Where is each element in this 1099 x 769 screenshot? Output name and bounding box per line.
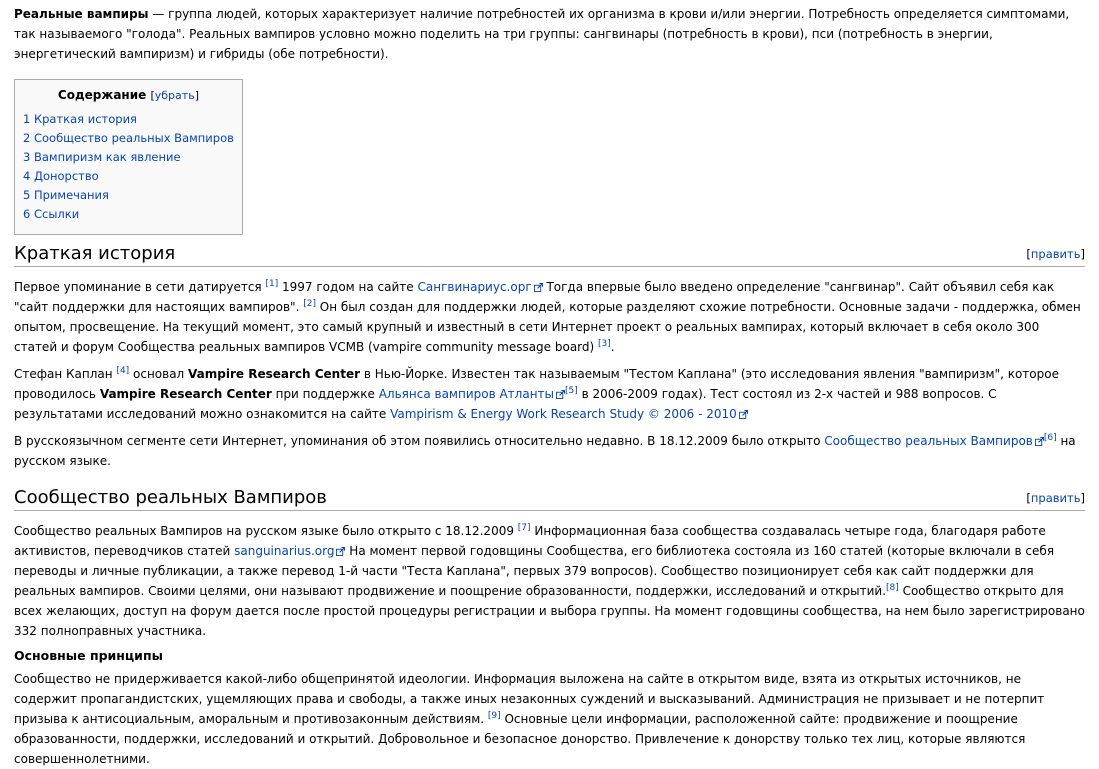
external-link-research-study[interactable] bbox=[390, 407, 748, 421]
bold-text: Vampire Research Center bbox=[188, 367, 361, 381]
edit-link-wrapper bbox=[1026, 247, 1085, 261]
text: Первое упоминание в сети датируется bbox=[14, 280, 266, 294]
paragraph-community-1 bbox=[14, 521, 1085, 641]
text: Стефан Каплан bbox=[14, 367, 117, 381]
toc-title-row bbox=[23, 88, 234, 102]
external-link-icon bbox=[739, 410, 748, 419]
toc-item-links[interactable]: 6 Ссылки bbox=[23, 207, 80, 221]
link-text: Vampirism & Energy Work Research Study © 2006 - 2010 bbox=[390, 407, 737, 421]
text: Сообщество реальных Вампиров на русском языке было открыто с 18.12.2009 bbox=[14, 524, 518, 538]
table-of-contents bbox=[14, 79, 243, 235]
text: при поддержке bbox=[271, 387, 379, 401]
toc-hide-wrapper bbox=[150, 89, 199, 102]
reference-link[interactable]: [8] bbox=[886, 583, 899, 593]
reference-link[interactable]: [5] bbox=[565, 386, 578, 396]
text: на русском языке. bbox=[14, 434, 1076, 468]
reference-link[interactable]: [4] bbox=[116, 366, 130, 376]
toc-item-brief-history[interactable]: 1 Краткая история bbox=[23, 112, 137, 126]
section-title: Краткая история bbox=[14, 243, 176, 264]
toc-item-donorship[interactable]: 4 Донорство bbox=[23, 169, 99, 183]
link-text: sanguinarius.org bbox=[234, 544, 335, 558]
link-text: Альянса вампиров Атланты bbox=[378, 387, 555, 401]
subheading-principles: Основные принципы bbox=[14, 648, 163, 663]
text: Основные цели информации, расположенной сайте: продвижение и поощрение образованности, поддержки, исследований и открытий. Добровольное и безопасное донорство. Привлечение к донорству только тех лиц, которые являются совершеннолетними. bbox=[14, 712, 1026, 766]
external-link-icon bbox=[534, 283, 543, 292]
text: Информационная база сообщества создавалась четыре года, благодаря работе активистов, переводчиков статей bbox=[14, 524, 1046, 558]
reference-link[interactable]: [6] bbox=[1043, 433, 1057, 443]
edit-link[interactable]: править bbox=[1030, 247, 1081, 261]
toc-hide-open: [ bbox=[150, 89, 155, 102]
intro-paragraph bbox=[14, 4, 1085, 64]
reference-link[interactable]: [7] bbox=[517, 523, 531, 533]
section-heading-brief-history bbox=[14, 243, 1085, 267]
external-link-icon bbox=[556, 390, 565, 399]
external-link-community[interactable] bbox=[824, 434, 1044, 448]
link-text: Сообщество реальных Вампиров bbox=[824, 434, 1033, 448]
reference-link[interactable]: [3] bbox=[598, 339, 611, 349]
paragraph-history-3 bbox=[14, 431, 1085, 471]
toc-item-notes[interactable]: 5 Примечания bbox=[23, 188, 109, 202]
toc-item-vampirism-phenomenon[interactable]: 3 Вампиризм как явление bbox=[23, 150, 181, 164]
edit-link[interactable]: править bbox=[1030, 491, 1081, 505]
bold-text: Vampire Research Center bbox=[99, 387, 272, 401]
intro-text: — группа людей, которых характеризует наличие потребностей их организма в крови и/или энергии. Потребность определяется симптомами, так называемого "голода". Реальных вампиров условно можно поделить на три группы: сангвинары (потребность в крови), пси (потребность в энергии, энергетический вампиризм) и гибриды (обе потребности). bbox=[14, 7, 1070, 61]
text: основал bbox=[129, 367, 189, 381]
text: На момент первой годовщины Сообщества, его библиотека состояла из 160 статей (которые включали в себя переводы и личные публикации, а также перевод 1-й части "Теста Каплана", первых 379 вопросов). Сообщество позиционирует себя как сайт поддержки для реальных вампиров. Своими целями, они называют продвижение и поощрение образованности, поддержки, исследований и открытий. bbox=[14, 544, 1055, 598]
intro-term: Реальные вампиры bbox=[14, 7, 149, 21]
text: Он был создан для поддержки людей, которые разделяют схожие потребности. Основные задачи - поддержка, обмен опытом, просвещение. На текущий момент, это самый крупный и известный в сети Интернет проект о реальных вампирах, который включает в себя около 300 статей и форум Сообщества реальных вампиров VCMB (vampire community message board) bbox=[14, 300, 1081, 354]
text: . bbox=[610, 340, 615, 354]
paragraph-history-2 bbox=[14, 364, 1085, 424]
text: Сообщество открыто для всех желающих, доступ на форум дается после простой процедуры регистрации и выбора группы. На момент годовщины сообщества, на нем было зарегистрировано 332 полноправных участника. bbox=[14, 584, 1085, 638]
toc-hide-link[interactable]: убрать bbox=[154, 89, 195, 102]
section-title: Сообщество реальных Вампиров bbox=[14, 487, 327, 508]
toc-hide-close: ] bbox=[194, 89, 199, 102]
text: В русскоязычном сегменте сети Интернет, упоминания об этом появились относительно недавно. В 18.12.2009 было открыто bbox=[14, 434, 825, 448]
text: в Нью-Йорке. Известен так называемым "Тестом Каплана" (это исследования явления "вампиризм", которое проводилось bbox=[14, 367, 1059, 401]
external-link-atlanta-alliance[interactable] bbox=[379, 387, 565, 401]
edit-bracket-open: [ bbox=[1026, 247, 1031, 261]
paragraph-principles bbox=[14, 669, 1085, 769]
reference-link[interactable]: [9] bbox=[487, 711, 501, 721]
reference-link[interactable]: [1] bbox=[265, 279, 279, 289]
text: Сообщество не придерживается какой-либо общепринятой идеологии. Информация выложена на сайте в открытом виде, взята из открытых источников, не содержит пропагандистских, ущемляющих права и свободы, а также иных незаконных суждений и высказываний. Администрация не призывает и не потерпит призыва к антисоциальным, аморальным и противозаконным действиям. bbox=[14, 672, 1045, 726]
text: в 2006-2009 годах). Тест состоял из 2-х частей и 988 вопросов. С результатами исследований можно ознакомится на сайте bbox=[14, 387, 997, 421]
external-link-icon bbox=[1035, 437, 1044, 446]
external-link-sanguinarius-org[interactable] bbox=[234, 544, 345, 558]
paragraph-history-1 bbox=[14, 277, 1085, 357]
article-content bbox=[0, 4, 1099, 769]
edit-bracket-open: [ bbox=[1026, 491, 1031, 505]
edit-link-wrapper bbox=[1026, 491, 1085, 505]
reference-link[interactable]: [2] bbox=[303, 299, 316, 309]
toc-item-community[interactable]: 2 Сообщество реальных Вампиров bbox=[23, 131, 234, 145]
text: 1997 годом на сайте bbox=[278, 280, 418, 294]
text: Тогда впервые было введено определение "сангвинар". Сайт объявил себя как "сайт поддержки для настоящих вампиров". bbox=[14, 280, 1055, 314]
external-link-sanguinarius[interactable] bbox=[417, 280, 542, 294]
link-text: Сангвинариус.орг bbox=[417, 280, 532, 294]
section-heading-community bbox=[14, 487, 1085, 511]
edit-bracket-close: ] bbox=[1080, 247, 1085, 261]
edit-bracket-close: ] bbox=[1080, 491, 1085, 505]
toc-title: Содержание bbox=[57, 88, 147, 102]
